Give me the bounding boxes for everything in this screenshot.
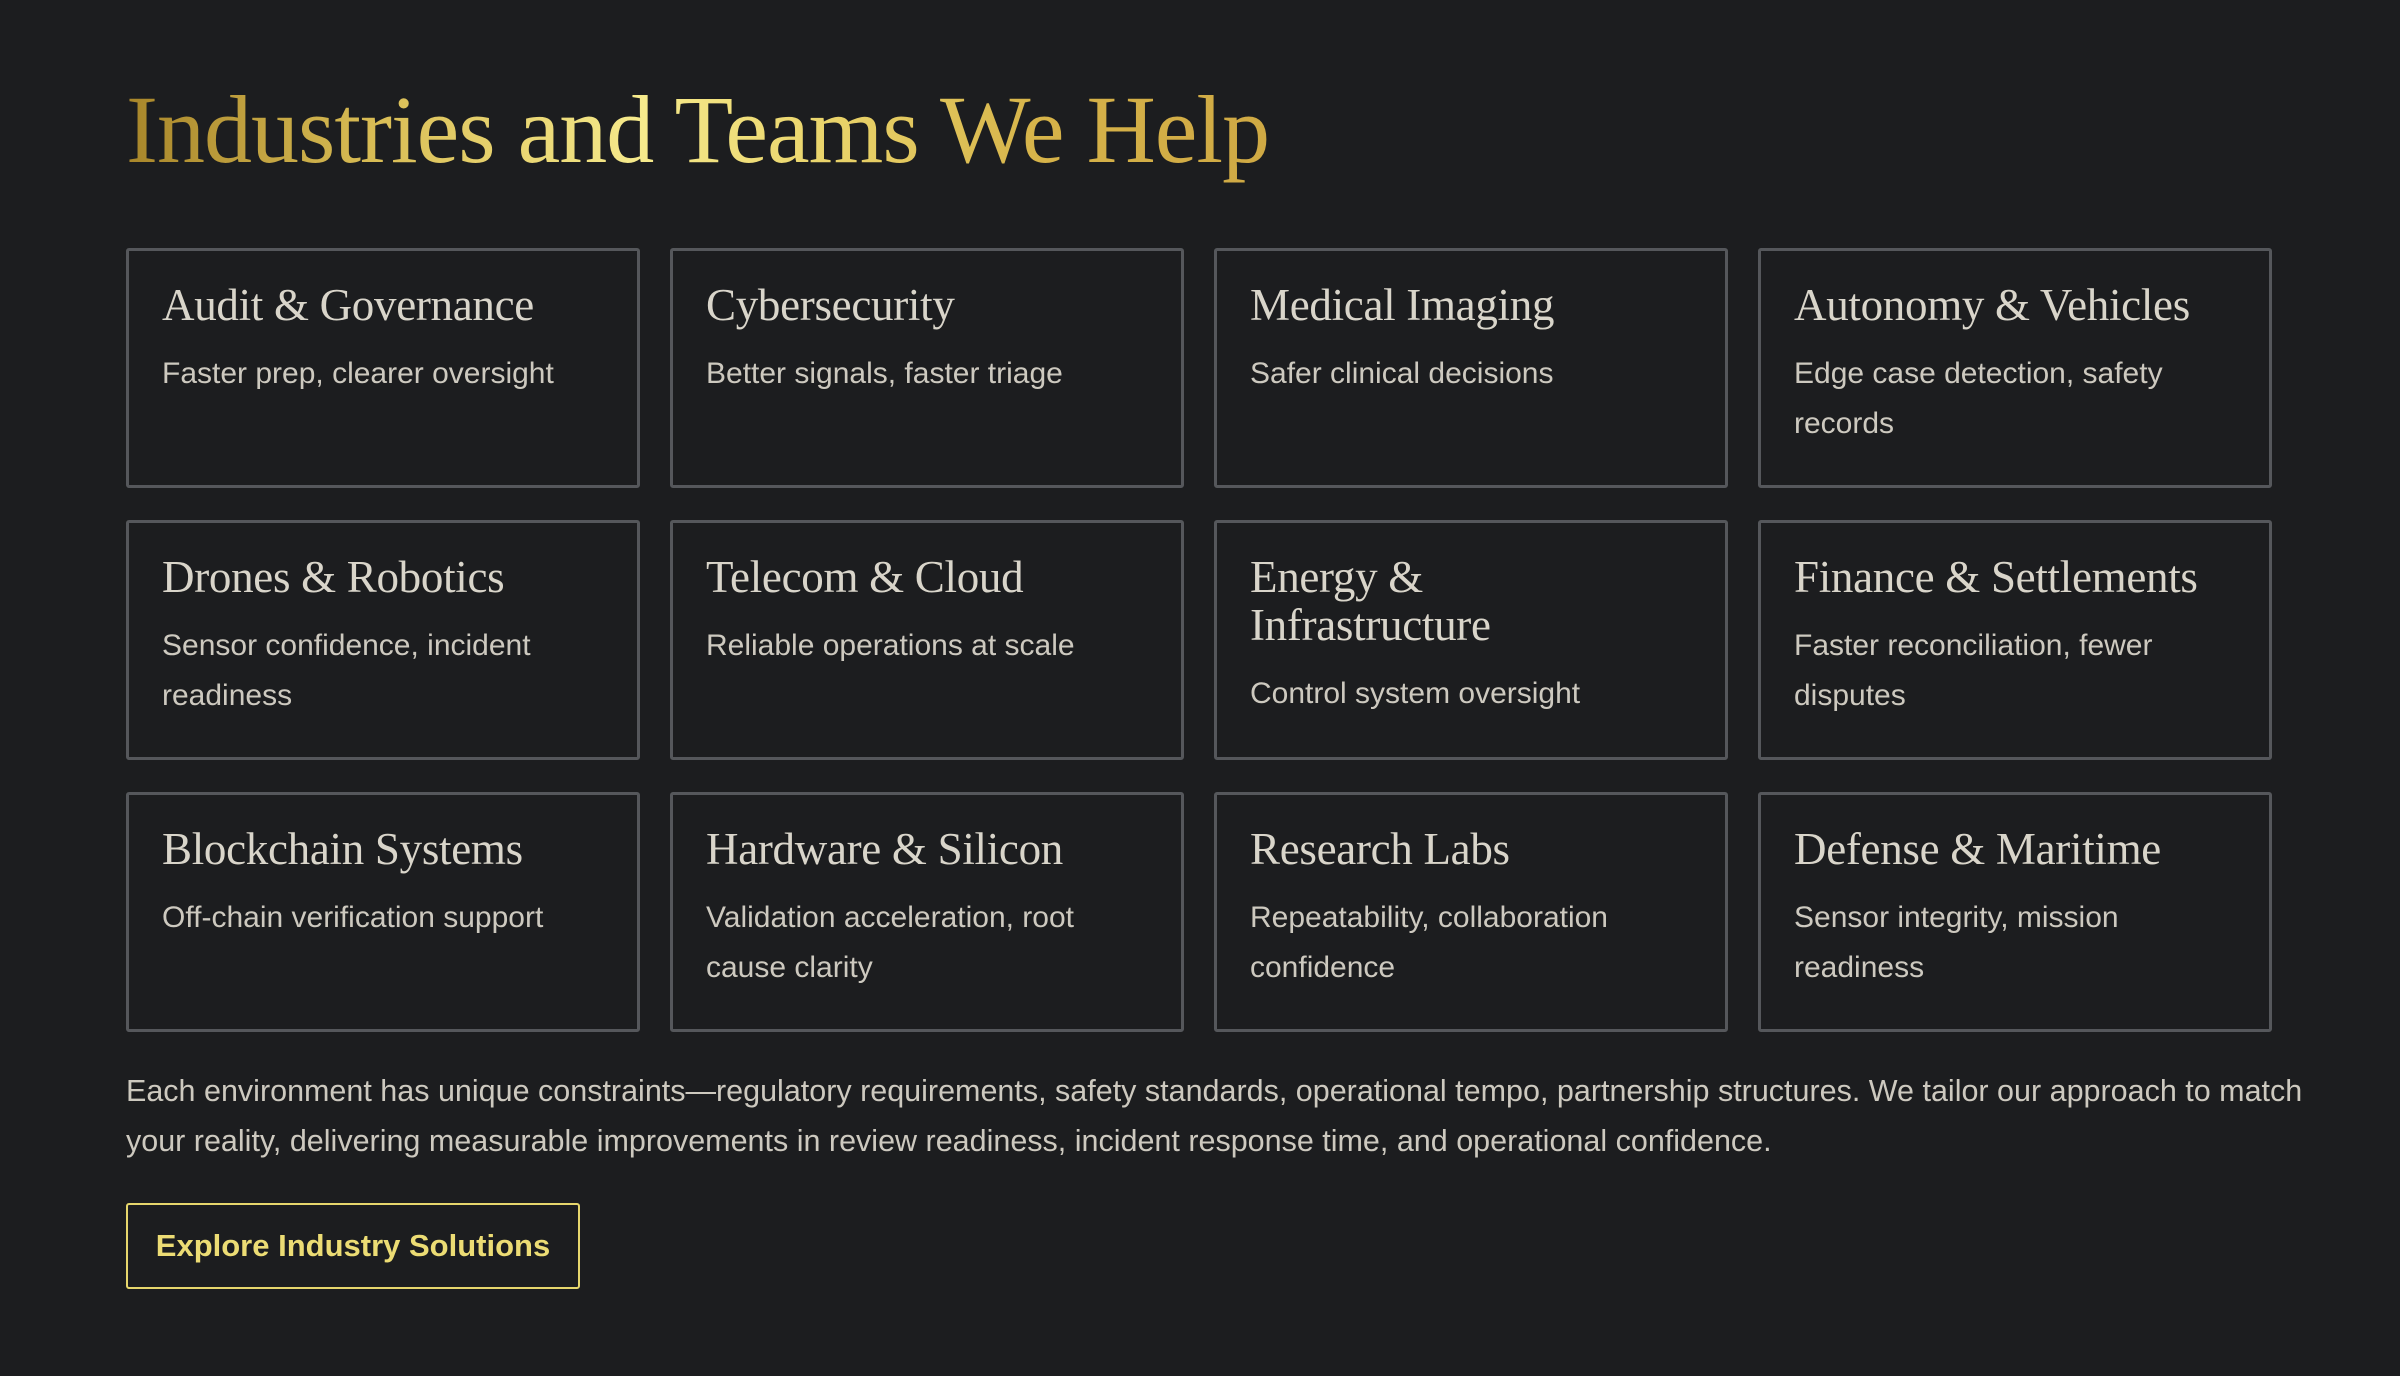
card-description: Better signals, faster triage — [706, 357, 1063, 390]
card-description: Repeatability, collaboration confidence — [1250, 901, 1608, 984]
card-description: Edge case detection, safety records — [1794, 357, 2163, 440]
card-description: Reliable operations at scale — [706, 629, 1075, 662]
card-description: Off-chain verification support — [162, 901, 544, 934]
card-description: Sensor confidence, incident readiness — [162, 629, 531, 712]
card-description: Faster reconciliation, fewer disputes — [1794, 629, 2153, 712]
industry-card-energy-infrastructure — [1214, 520, 1728, 760]
industry-card-finance-settlements — [1758, 520, 2272, 760]
industry-card-hardware-silicon — [670, 792, 1184, 1032]
industry-card-medical-imaging — [1214, 248, 1728, 488]
industry-card-cybersecurity — [670, 248, 1184, 488]
explore-industry-solutions-button[interactable]: Explore Industry Solutions — [126, 1203, 580, 1289]
card-title: Defense & Maritime — [1794, 824, 2161, 874]
card-title: Autonomy & Vehicles — [1794, 280, 2190, 330]
page-title: Industries and Teams We Help — [126, 70, 1269, 190]
industry-card-blockchain-systems — [126, 792, 640, 1032]
industry-card-telecom-cloud — [670, 520, 1184, 760]
industry-card-autonomy-vehicles — [1758, 248, 2272, 488]
card-description: Validation acceleration, root cause clarity — [706, 901, 1074, 984]
card-title: Cybersecurity — [706, 280, 955, 330]
industries-grid — [126, 248, 2274, 1032]
card-title: Finance & Settlements — [1794, 552, 2198, 602]
card-title: Hardware & Silicon — [706, 824, 1063, 874]
card-description: Safer clinical decisions — [1250, 357, 1554, 390]
industry-card-defense-maritime — [1758, 792, 2272, 1032]
card-title: Energy & Infrastructure — [1250, 552, 1491, 650]
card-title: Drones & Robotics — [162, 552, 505, 602]
card-title: Medical Imaging — [1250, 280, 1555, 330]
intro-paragraph: Each environment has unique constraints—regulatory requirements, safety standards, operational tempo, partnership structures. We tailor our approach to match your reality, delivering measurable improvements in review readiness, incident response time, and operational confidence. — [126, 1074, 2303, 1158]
card-title: Blockchain Systems — [162, 824, 523, 874]
industry-card-audit-governance — [126, 248, 640, 488]
card-title: Research Labs — [1250, 824, 1510, 874]
card-title: Audit & Governance — [162, 280, 534, 330]
card-description: Control system oversight — [1250, 677, 1581, 710]
card-description: Sensor integrity, mission readiness — [1794, 901, 2119, 984]
industry-card-drones-robotics — [126, 520, 640, 760]
card-description: Faster prep, clearer oversight — [162, 357, 554, 390]
card-title: Telecom & Cloud — [706, 552, 1024, 602]
industry-card-research-labs — [1214, 792, 1728, 1032]
